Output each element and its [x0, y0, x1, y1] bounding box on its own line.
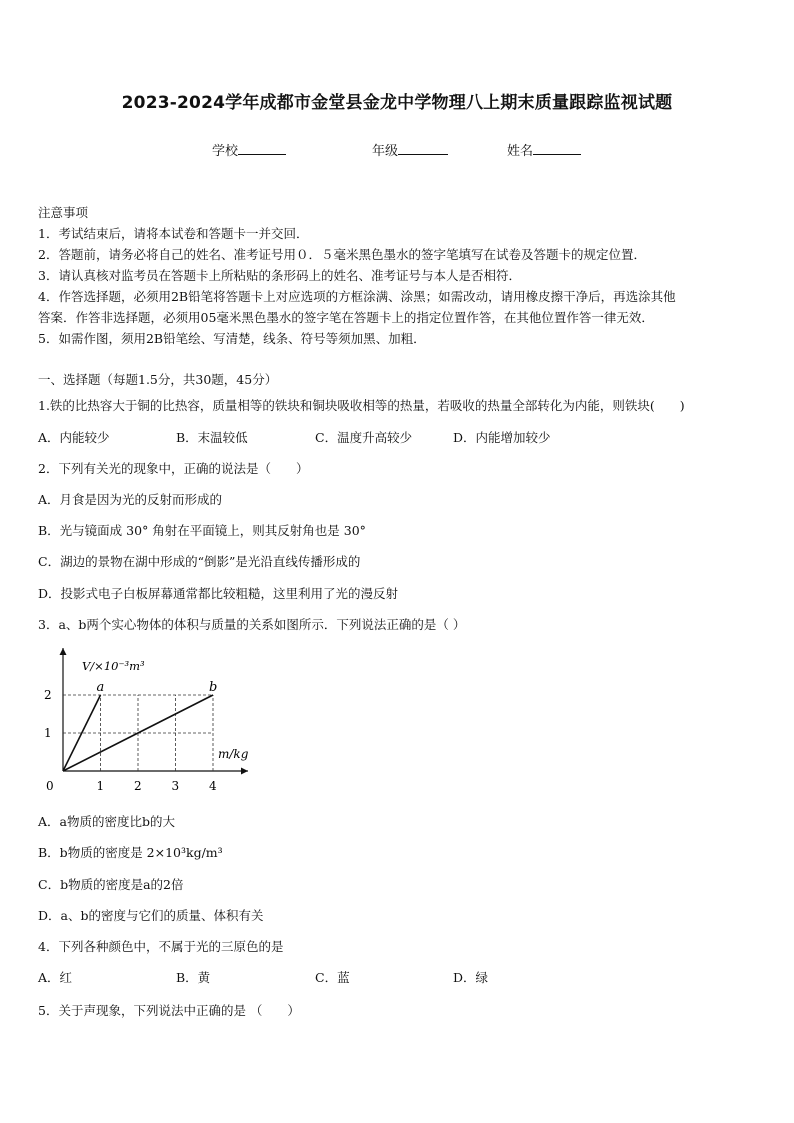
y-tick-label-2: 2	[44, 688, 52, 702]
q3-option-d[interactable]: D．a、b的密度与它们的质量、体积有关	[38, 908, 264, 923]
q3-option-b[interactable]: B．b物质的密度是 2×10³kg/m³	[38, 845, 223, 860]
q3-option-a[interactable]: A．a物质的密度比b的大	[38, 814, 175, 829]
x-tick-label-3: 3	[171, 779, 180, 793]
x-tick-label-2: 2	[134, 779, 142, 793]
grade-field	[372, 140, 448, 159]
q3-stem: 3．a、b两个实心物体的体积与质量的关系如图所示．下列说法正确的是（ ）	[38, 617, 466, 632]
school-blank[interactable]	[238, 140, 286, 155]
q4-option-c[interactable]: C．蓝	[315, 970, 350, 985]
q1-option-c[interactable]: C．温度升高较少	[315, 430, 413, 445]
q4-option-d[interactable]: D．绿	[453, 970, 489, 985]
q5-stem: 5．关于声现象，下列说法中正确的是 （ ）	[38, 1003, 300, 1018]
series-label-b: b	[209, 680, 218, 695]
series-label-a: a	[96, 680, 105, 695]
q2-option-d[interactable]: D．投影式电子白板屏幕通常都比较粗糙，这里利用了光的漫反射	[38, 586, 399, 601]
q1-stem: 1.铁的比热容大于铜的比热容，质量相等的铁块和铜块吸收相等的热量，若吸收的热量全部转化为内能，则铁块( )	[38, 398, 685, 413]
q4-option-a[interactable]: A．红	[38, 970, 73, 985]
notice-item-3: 3．请认真核对监考员在答题卡上所粘贴的条形码上的姓名、准考证号与本人是否相符．	[38, 268, 521, 283]
grade-blank[interactable]	[398, 140, 448, 155]
q2-option-b[interactable]: B．光与镜面成 30° 角射在平面镜上，则其反射角也是 30°	[38, 523, 366, 538]
name-label: 姓名	[507, 144, 534, 159]
q1-option-a[interactable]: A．内能较少	[38, 430, 110, 445]
q3-option-c[interactable]: C．b物质的密度是a的2倍	[38, 877, 184, 892]
name-field	[507, 140, 581, 159]
notice-item-5: 5．如需作图，须用2B铅笔绘、写清楚，线条、符号等须加黑、加粗．	[38, 331, 426, 346]
school-field	[212, 140, 286, 159]
notice-heading: 注意事项	[38, 205, 89, 220]
notice-item-4-cont: 答案．作答非选择题，必须用05毫米黑色墨水的签字笔在答题卡上的指定位置作答，在其他位置作答一律无效．	[38, 310, 654, 325]
y-axis-label: V/×10⁻³m³	[82, 659, 145, 673]
x-axis-label: m/kg	[218, 747, 249, 761]
school-label: 学校	[212, 144, 239, 159]
name-blank[interactable]	[533, 140, 581, 155]
origin-label: 0	[46, 779, 54, 793]
q4-stem: 4．下列各种颜色中，不属于光的三原色的是	[38, 939, 284, 954]
q1-option-d[interactable]: D．内能增加较少	[453, 430, 551, 445]
q4-option-b[interactable]: B．黄	[176, 970, 211, 985]
q2-option-c[interactable]: C．湖边的景物在湖中形成的“倒影”是光沿直线传播形成的	[38, 554, 361, 569]
q1-option-b[interactable]: B．末温较低	[176, 430, 248, 445]
x-tick-label-4: 4	[209, 779, 217, 793]
notice-item-4: 4．作答选择题，必须用2B铅笔将答题卡上对应选项的方框涂满、涂黑；如需改动，请用橡皮擦干净后，再选涂其他	[38, 289, 676, 304]
q2-option-a[interactable]: A．月食是因为光的反射而形成的	[38, 492, 223, 507]
q2-stem: 2．下列有关光的现象中，正确的说法是（ ）	[38, 461, 309, 476]
y-tick-label-1: 1	[44, 726, 52, 740]
volume-mass-chart	[36, 640, 266, 800]
notice-item-2: 2．答题前，请务必将自己的姓名、准考证号用０．５毫米黑色墨水的签字笔填写在试卷及答题卡的规定位置．	[38, 247, 646, 262]
x-tick-label-1: 1	[96, 779, 105, 793]
page-title: 2023-2024学年成都市金堂县金龙中学物理八上期末质量跟踪监视试题	[121, 93, 673, 113]
section-heading: 一、选择题（每题1.5分，共30题，45分）	[38, 372, 278, 387]
notice-item-1: 1．考试结束后，请将本试卷和答题卡一并交回．	[38, 226, 309, 241]
grade-label: 年级	[372, 144, 399, 159]
